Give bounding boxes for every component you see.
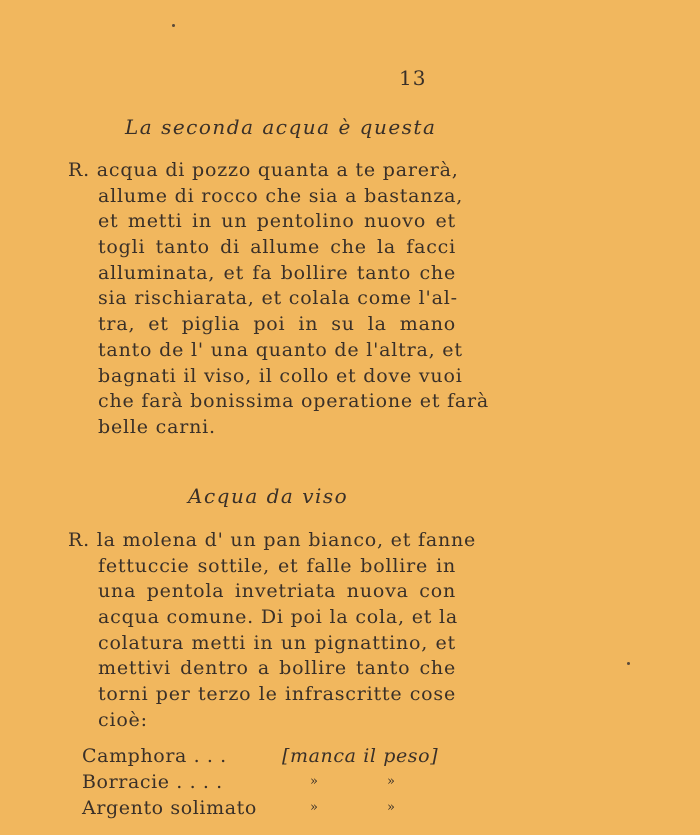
- ditto-mark: »: [310, 800, 319, 815]
- ingredient-name: Camphora . . .: [82, 745, 227, 767]
- text-line: togli tanto di allume che la facci: [98, 236, 456, 259]
- text-line: R. acqua di pozzo quanta a te parerà,: [68, 159, 459, 181]
- print-speck: [172, 24, 175, 27]
- text-line: alluminata, et fa bollire tanto che: [98, 261, 456, 284]
- text-line: bagnati il viso, il collo et dove vuoi: [98, 364, 463, 387]
- section-heading-2: Acqua da viso: [188, 484, 349, 508]
- text-line: R. la molena d' un pan bianco, et fanne: [68, 529, 477, 551]
- text-line: colatura metti in un pignattino, et: [98, 631, 456, 654]
- ingredient-name: Argento solimato: [82, 797, 257, 819]
- ditto-mark: »: [387, 800, 396, 815]
- page-number: 13: [399, 66, 427, 90]
- text-line: tra, et piglia poi in su la mano: [98, 313, 456, 336]
- print-speck: [627, 662, 630, 665]
- ingredient-name: Borracie . . . .: [82, 771, 223, 793]
- ditto-mark: »: [387, 774, 396, 789]
- text-line: allume di rocco che sia a bastanza,: [98, 184, 464, 207]
- text-line: belle carni.: [98, 415, 216, 438]
- text-line: che farà bonissima operatione et farà: [98, 390, 490, 413]
- text-line: acqua comune. Di poi la cola, et la: [98, 606, 459, 629]
- text-line: torni per terzo le infrascritte cose: [98, 683, 456, 706]
- section-heading-1: La seconda acqua è questa: [125, 115, 437, 139]
- text-line: mettivi dentro a bollire tanto che: [98, 657, 456, 680]
- ditto-mark: »: [310, 774, 319, 789]
- text-line: cioè:: [98, 708, 148, 731]
- text-line: sia rischiarata, et colala come l'al-: [98, 287, 458, 310]
- text-line: fettuccie sottile, et falle bollire in: [98, 554, 456, 577]
- text-line: et metti in un pentolino nuovo et: [98, 210, 456, 233]
- recipe-paragraph-2: [68, 528, 477, 734]
- text-line: una pentola invetriata nuova con: [98, 580, 456, 603]
- text-line: tanto de l' una quanto de l'altra, et: [98, 338, 463, 361]
- ingredient-quantity: [manca il peso]: [282, 745, 439, 767]
- recipe-paragraph-1: [68, 158, 490, 441]
